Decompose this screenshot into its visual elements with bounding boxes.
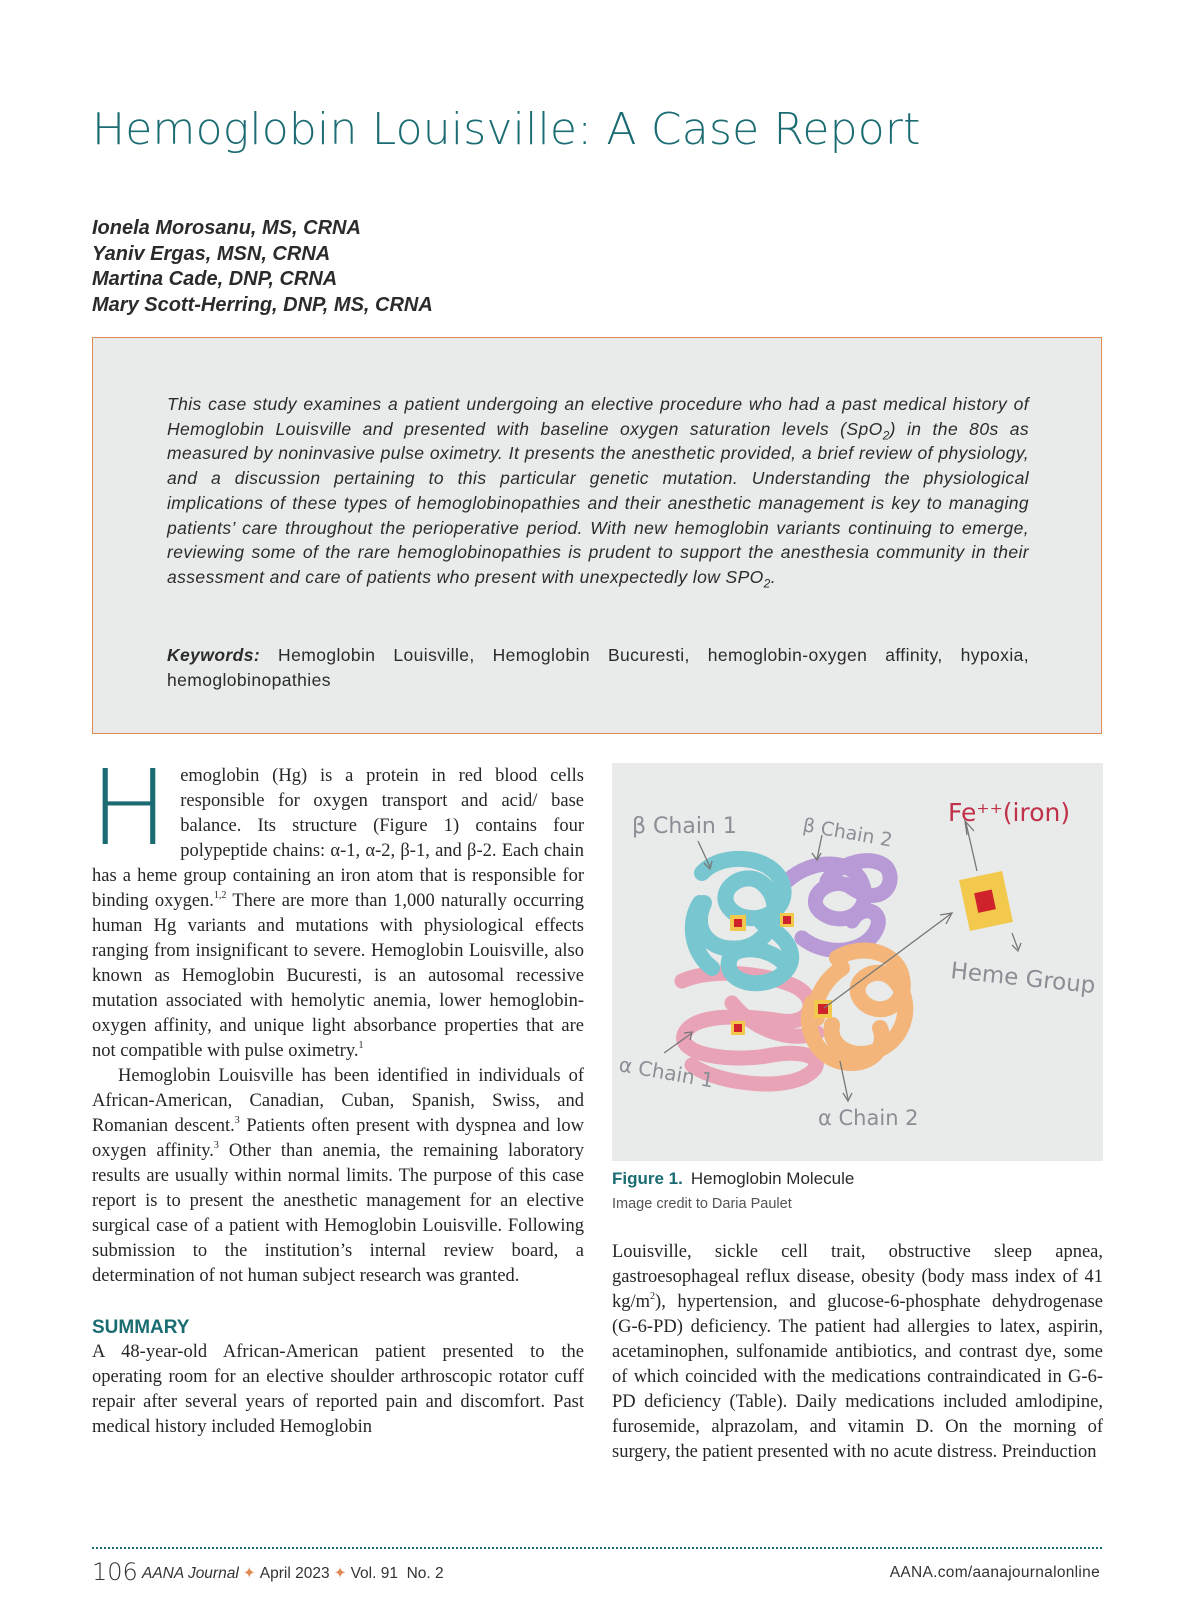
- abstract-box: [92, 337, 1102, 734]
- author-name: Martina Cade, DNP, CRNA: [92, 268, 338, 290]
- label-iron: Fe⁺⁺(iron): [948, 798, 1071, 827]
- citation: 1,2: [213, 890, 227, 901]
- keywords-list: Hemoglobin Louisville, Hemoglobin Bucuresti, hemoglobin-oxygen affinity, hypoxia, hemoglobinopathies: [167, 645, 1029, 690]
- author-name: Ionela Morosanu, MS, CRNA: [92, 217, 361, 239]
- figure-caption: [612, 1169, 854, 1189]
- issue-date: April 2023: [259, 1565, 330, 1582]
- subscript: 2: [763, 576, 771, 591]
- text-run: emoglobin (Hg) is a protein in red blood cells responsible for oxygen transport and acid/ base balance. Its structure (Figure 1) contains four polypeptide chains: α-1, α-2, β-1, and β-2. Each chain has a heme group containing an iron atom that is responsible for binding oxygen.: [92, 766, 584, 911]
- text-run: ), hypertension, and glucose-6-phosphate dehydrogenase (G-6-PD) deficiency. The patient had allergies to latex, aspirin, acetaminophen, sulfonamide antibiotics, and contrast dye, some of which coincided with the medications contraindicated in G-6-PD deficiency (Table). Daily medications included amlodipine, furosemide, alprazolam, and vitamin D. On the morning of surgery, the patient presented with no acute distress. Preinduction: [612, 1292, 1103, 1462]
- page-number: 106: [92, 1558, 138, 1586]
- separator-icon: ✦: [333, 1565, 347, 1582]
- author-name: Mary Scott-Herring, DNP, MS, CRNA: [92, 293, 433, 316]
- page-footer: [92, 1558, 1102, 1588]
- section-heading-summary: SUMMARY: [92, 1317, 190, 1338]
- journal-url[interactable]: AANA.com/aanajournalonline: [889, 1564, 1100, 1581]
- abstract-part: .: [770, 566, 777, 587]
- body-paragraph: [612, 1240, 1103, 1465]
- footer-divider: [92, 1547, 1102, 1549]
- issue-number: No. 2: [406, 1565, 444, 1582]
- left-column: [90, 747, 584, 1440]
- citation: 1: [358, 1040, 364, 1051]
- beta-chain-2-shape: [787, 861, 890, 951]
- figure-title: Hemoglobin Molecule: [690, 1169, 855, 1188]
- right-column: [612, 1240, 1103, 1465]
- article-title: Hemoglobin Louisville: A Case Report: [92, 104, 921, 155]
- label-beta-chain-2: β Chain 2: [801, 814, 895, 852]
- heme-group-detail: [959, 871, 1013, 931]
- label-beta-chain-1: β Chain 1: [632, 814, 737, 839]
- text-run: There are more than 1,000 naturally occurring human Hg variants and mutations with physiological effects ranging from insignificant to severe. Hemoglobin Louisville, also known as Hemoglobin Bucuresti, is an autosomal recessive mutation associated with hemolytic anemia, lower hemoglobin-oxygen affinity, and unique light absorbance properties that are not compatible with pulse oximetry.: [92, 891, 584, 1061]
- citation: 3: [213, 1140, 219, 1151]
- hemoglobin-figure: [612, 763, 1103, 1161]
- subscript: 2: [882, 428, 890, 443]
- body-paragraph: A 48-year-old African-American patient presented to the operating room for an elective shoulder arthroscopic rotator cuff repair after several years of reported pain and discomfort. Past medical history included Hemoglobin: [92, 1342, 584, 1437]
- text-run: Other than anemia, the remaining laboratory results are usually within normal limits. The purpose of this case report is to present the anesthetic management for an elective surgical case of a patient with Hemoglobin Louisville. Following submission to the institution’s internal review board, a determination of not human subject research was granted.: [92, 1141, 584, 1286]
- keywords: [167, 643, 1029, 693]
- journal-name: AANA Journal: [142, 1565, 239, 1582]
- journal-info: [142, 1564, 444, 1583]
- volume: Vol. 91: [350, 1565, 398, 1582]
- abstract-part: This case study examines a patient undergoing an elective procedure who had a past medical history of Hemoglobin Louisville and presented with baseline oxygen saturation levels (SpO: [167, 394, 1029, 439]
- abstract-part: ) in the 80s as measured by noninvasive pulse oximetry. It presents the anesthetic provided, a brief review of physiology, and a discussion pertaining to this particular genetic mutation. Understanding the physiological implications of these types of hemoglobinopathies and their anesthetic management is key to managing patients’ care throughout the perioperative period. With new hemoglobin variants continuing to emerge, reviewing some of the rare hemoglobinopathies is prudent to support the anesthesia community in their assessment and care of patients who present with unexpectedly low SPO: [167, 418, 1029, 587]
- superscript: 2: [650, 1291, 656, 1302]
- label-alpha-chain-1: α Chain 1: [617, 1052, 716, 1093]
- citation: 3: [234, 1115, 240, 1126]
- label-heme-group: Heme Group: [949, 958, 1097, 1000]
- text-run: Hemoglobin Louisville has been identified in individuals of African-American, Canadian, Cuban, Spanish, Swiss, and Romanian descent.: [92, 1066, 584, 1136]
- body-paragraph: [92, 1064, 584, 1289]
- text-run: Louisville, sickle cell trait, obstructive sleep apnea, gastroesophageal reflux disease, obesity (body mass index of 41 kg/m: [612, 1242, 1103, 1312]
- hemoglobin-illustration: [612, 763, 1103, 1161]
- figure-credit: Image credit to Daria Paulet: [612, 1196, 792, 1212]
- abstract-text: [167, 392, 1029, 590]
- author-name: Yaniv Ergas, MSN, CRNA: [92, 242, 331, 265]
- author-list: [92, 216, 433, 318]
- intro-paragraph: [90, 747, 584, 1064]
- keywords-label: Keywords:: [167, 645, 261, 665]
- figure-label: Figure 1.: [612, 1169, 683, 1188]
- separator-icon: ✦: [242, 1565, 256, 1582]
- figure-labels: [617, 798, 1097, 1130]
- drop-cap: H: [90, 747, 169, 869]
- label-alpha-chain-2: α Chain 2: [818, 1106, 919, 1130]
- text-run: Patients often present with dyspnea and low oxygen affinity.: [92, 1116, 584, 1161]
